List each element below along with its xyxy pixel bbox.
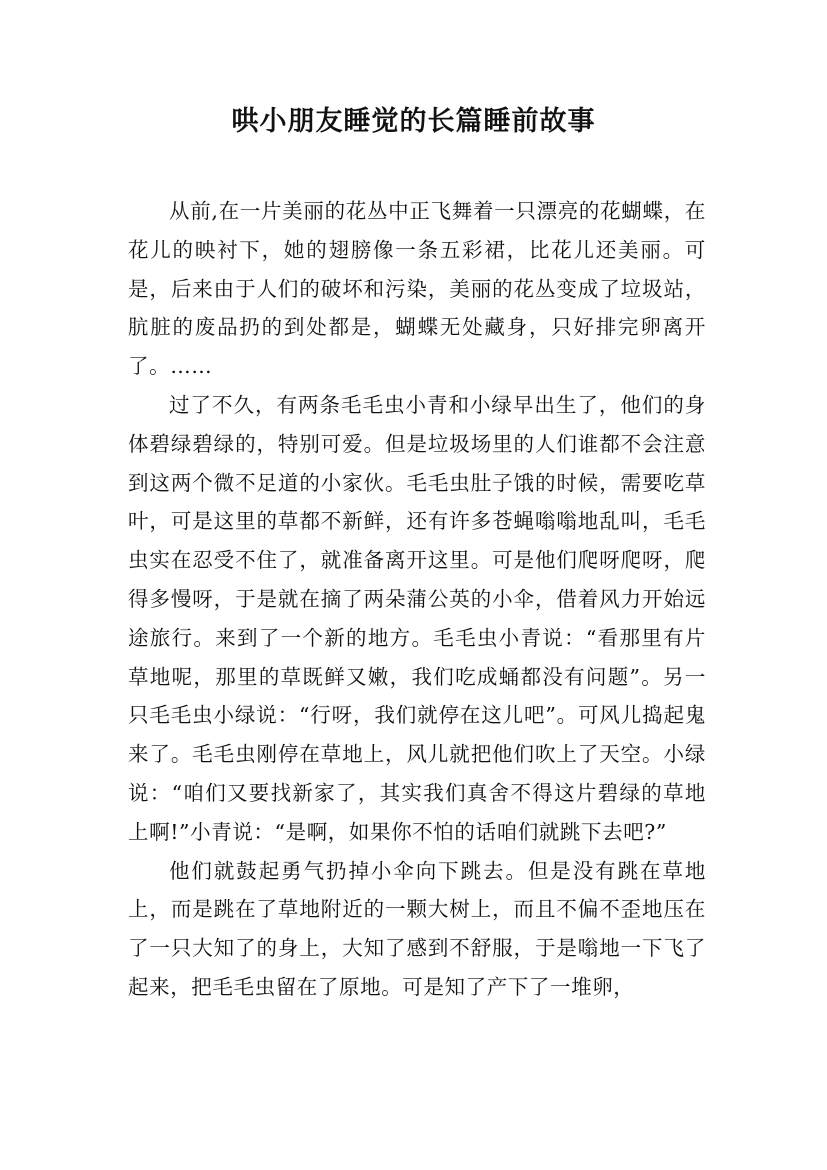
story-paragraph-1: 从前,在一片美丽的花丛中正飞舞着一只漂亮的花蝴蝶，在花儿的映衬下，她的翅膀像一条五彩裙，比花儿还美丽。可是，后来由于人们的破坏和污染，美丽的花丛变成了垃圾站，肮脏的废品扔的到处都是，蝴蝶无处藏身，只好排完卵离开了。…… xyxy=(128,199,706,379)
story-paragraph-3: 他们就鼓起勇气扔掉小伞向下跳去。但是没有跳在草地上，而是跳在了草地附近的一颗大树上，而且不偏不歪地压在了一只大知了的身上，大知了感到不舒服，于是嗡地一下飞了起来，把毛毛虫留在了原地。可是知了产下了一堆卵， xyxy=(128,858,706,999)
story-body xyxy=(128,192,706,1007)
document-title: 哄小朋友睡觉的长篇睡前故事 xyxy=(231,106,596,137)
story-paragraph-2: 过了不久，有两条毛毛虫小青和小绿早出生了，他们的身体碧绿碧绿的，特别可爱。但是垃圾场里的人们谁都不会注意到这两个微不足道的小家伙。毛毛虫肚子饿的时候，需要吃草叶，可是这里的草都不新鲜，还有许多苍蝇嗡嗡地乱叫，毛毛虫实在忍受不住了，就准备离开这里。可是他们爬呀爬呀，爬得多慢呀，于是就在摘了两朵蒲公英的小伞，借着风力开始远途旅行。来到了一个新的地方。毛毛虫小青说：“看那里有片草地呢，那里的草既鲜又嫩，我们吃成蛹都没有问题”。另一只毛毛虫小绿说：“行呀，我们就停在这儿吧”。可风儿捣起鬼来了。毛毛虫刚停在草地上，风儿就把他们吹上了天空。小绿说：“咱们又要找新家了，其实我们真舍不得这片碧绿的草地上啊!”小青说：“是啊，如果你不怕的话咱们就跳下去吧?” xyxy=(128,392,706,844)
